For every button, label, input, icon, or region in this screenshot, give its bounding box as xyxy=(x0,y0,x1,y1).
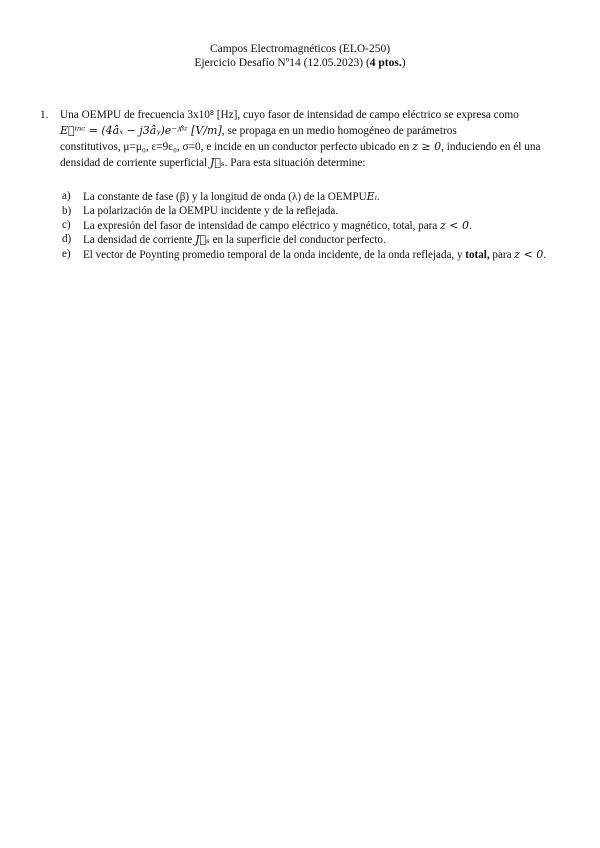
statement-line-4 xyxy=(60,155,570,171)
sub-question-c-text: La expresión del fasor de intensidad de campo eléctrico y magnético, total, para xyxy=(83,219,441,232)
sub-question-d xyxy=(62,233,582,248)
statement-line-4-text: densidad de corriente superficial xyxy=(60,157,210,169)
sub-question-e xyxy=(62,248,582,263)
statement-line-2 xyxy=(60,123,570,139)
sub-question-text xyxy=(83,248,546,263)
statement-line-3 xyxy=(60,139,570,155)
incident-field-symbol: Eᵢ xyxy=(366,190,377,203)
sub-question-text xyxy=(83,233,386,248)
exercise-title xyxy=(0,56,600,70)
sub-question-label: a) xyxy=(62,190,71,202)
sub-question-c-end: . xyxy=(469,219,472,232)
exercise-title-text: Ejercicio Desafío Nº14 (12.05.2023) ( xyxy=(194,57,370,69)
question-statement xyxy=(60,107,570,171)
total-emphasis: total, xyxy=(465,249,490,262)
sub-question-label: c) xyxy=(62,218,71,231)
conductor-condition: z ≥ 0 xyxy=(412,140,442,153)
sub-question-d-text: La densidad de corriente xyxy=(83,234,196,247)
sub-question-label: d) xyxy=(62,233,72,246)
sub-question-e-end: . xyxy=(543,249,547,262)
question-1 xyxy=(40,107,570,171)
sub-question-b xyxy=(62,205,582,219)
question-number: 1. xyxy=(40,109,49,121)
statement-line-4-end: . Para esta situación determine: xyxy=(224,157,366,169)
course-title: Campos Electromagnéticos (ELO-250) xyxy=(209,43,391,55)
statement-line-3-text: constitutivos, μ=μ₀, ε=9ε₀, σ=0, e incide en un conductor perfecto ubicado en xyxy=(60,141,413,153)
surface-current-symbol: J⃗ₛ xyxy=(209,156,225,169)
sub-question-label: e) xyxy=(62,248,71,261)
statement-line-1: Una OEMPU de frecuencia 3x10⁸ [Hz], cuyo fasor de intensidad de campo eléctrico se expresa como xyxy=(60,109,519,121)
sub-questions xyxy=(62,190,582,263)
exercise-title-close: ) xyxy=(401,57,406,69)
sub-question-e-text: El vector de Poynting promedio temporal de la onda incidente, de la onda reflejada, y xyxy=(83,249,466,262)
sub-question-text xyxy=(83,190,380,205)
sub-question-c xyxy=(62,219,582,234)
statement-line-2-text: , se propaga en un medio homogéneo de parámetros xyxy=(221,125,457,137)
sub-question-label: b) xyxy=(62,204,72,217)
electric-field-formula: E⃗ⁱⁿᶜ = (4âₓ − j3âᵧ)e⁻ʲᵝᶻ [V/m] xyxy=(60,124,222,137)
header xyxy=(0,42,600,70)
sub-question-d-end: en la superficie del conductor perfecto. xyxy=(209,234,386,247)
sub-question-a-text: La constante de fase (β) y la longitud de onda (λ) de la OEMPU xyxy=(83,191,367,203)
region-condition: z < 0 xyxy=(514,248,544,262)
region-condition: z < 0 xyxy=(440,218,470,232)
surface-current-symbol: J⃗ₛ xyxy=(195,233,210,247)
sub-question-text xyxy=(83,219,472,234)
points-label: 4 ptos. xyxy=(369,57,402,69)
sub-question-a-end: . xyxy=(376,191,380,203)
statement-line-3-end: , induciendo en él una xyxy=(441,141,541,153)
sub-question-text: La polarización de la OEMPU incidente y de la reflejada. xyxy=(83,204,339,217)
sub-question-a xyxy=(62,190,582,205)
sub-question-e-text-2: para xyxy=(489,249,515,262)
